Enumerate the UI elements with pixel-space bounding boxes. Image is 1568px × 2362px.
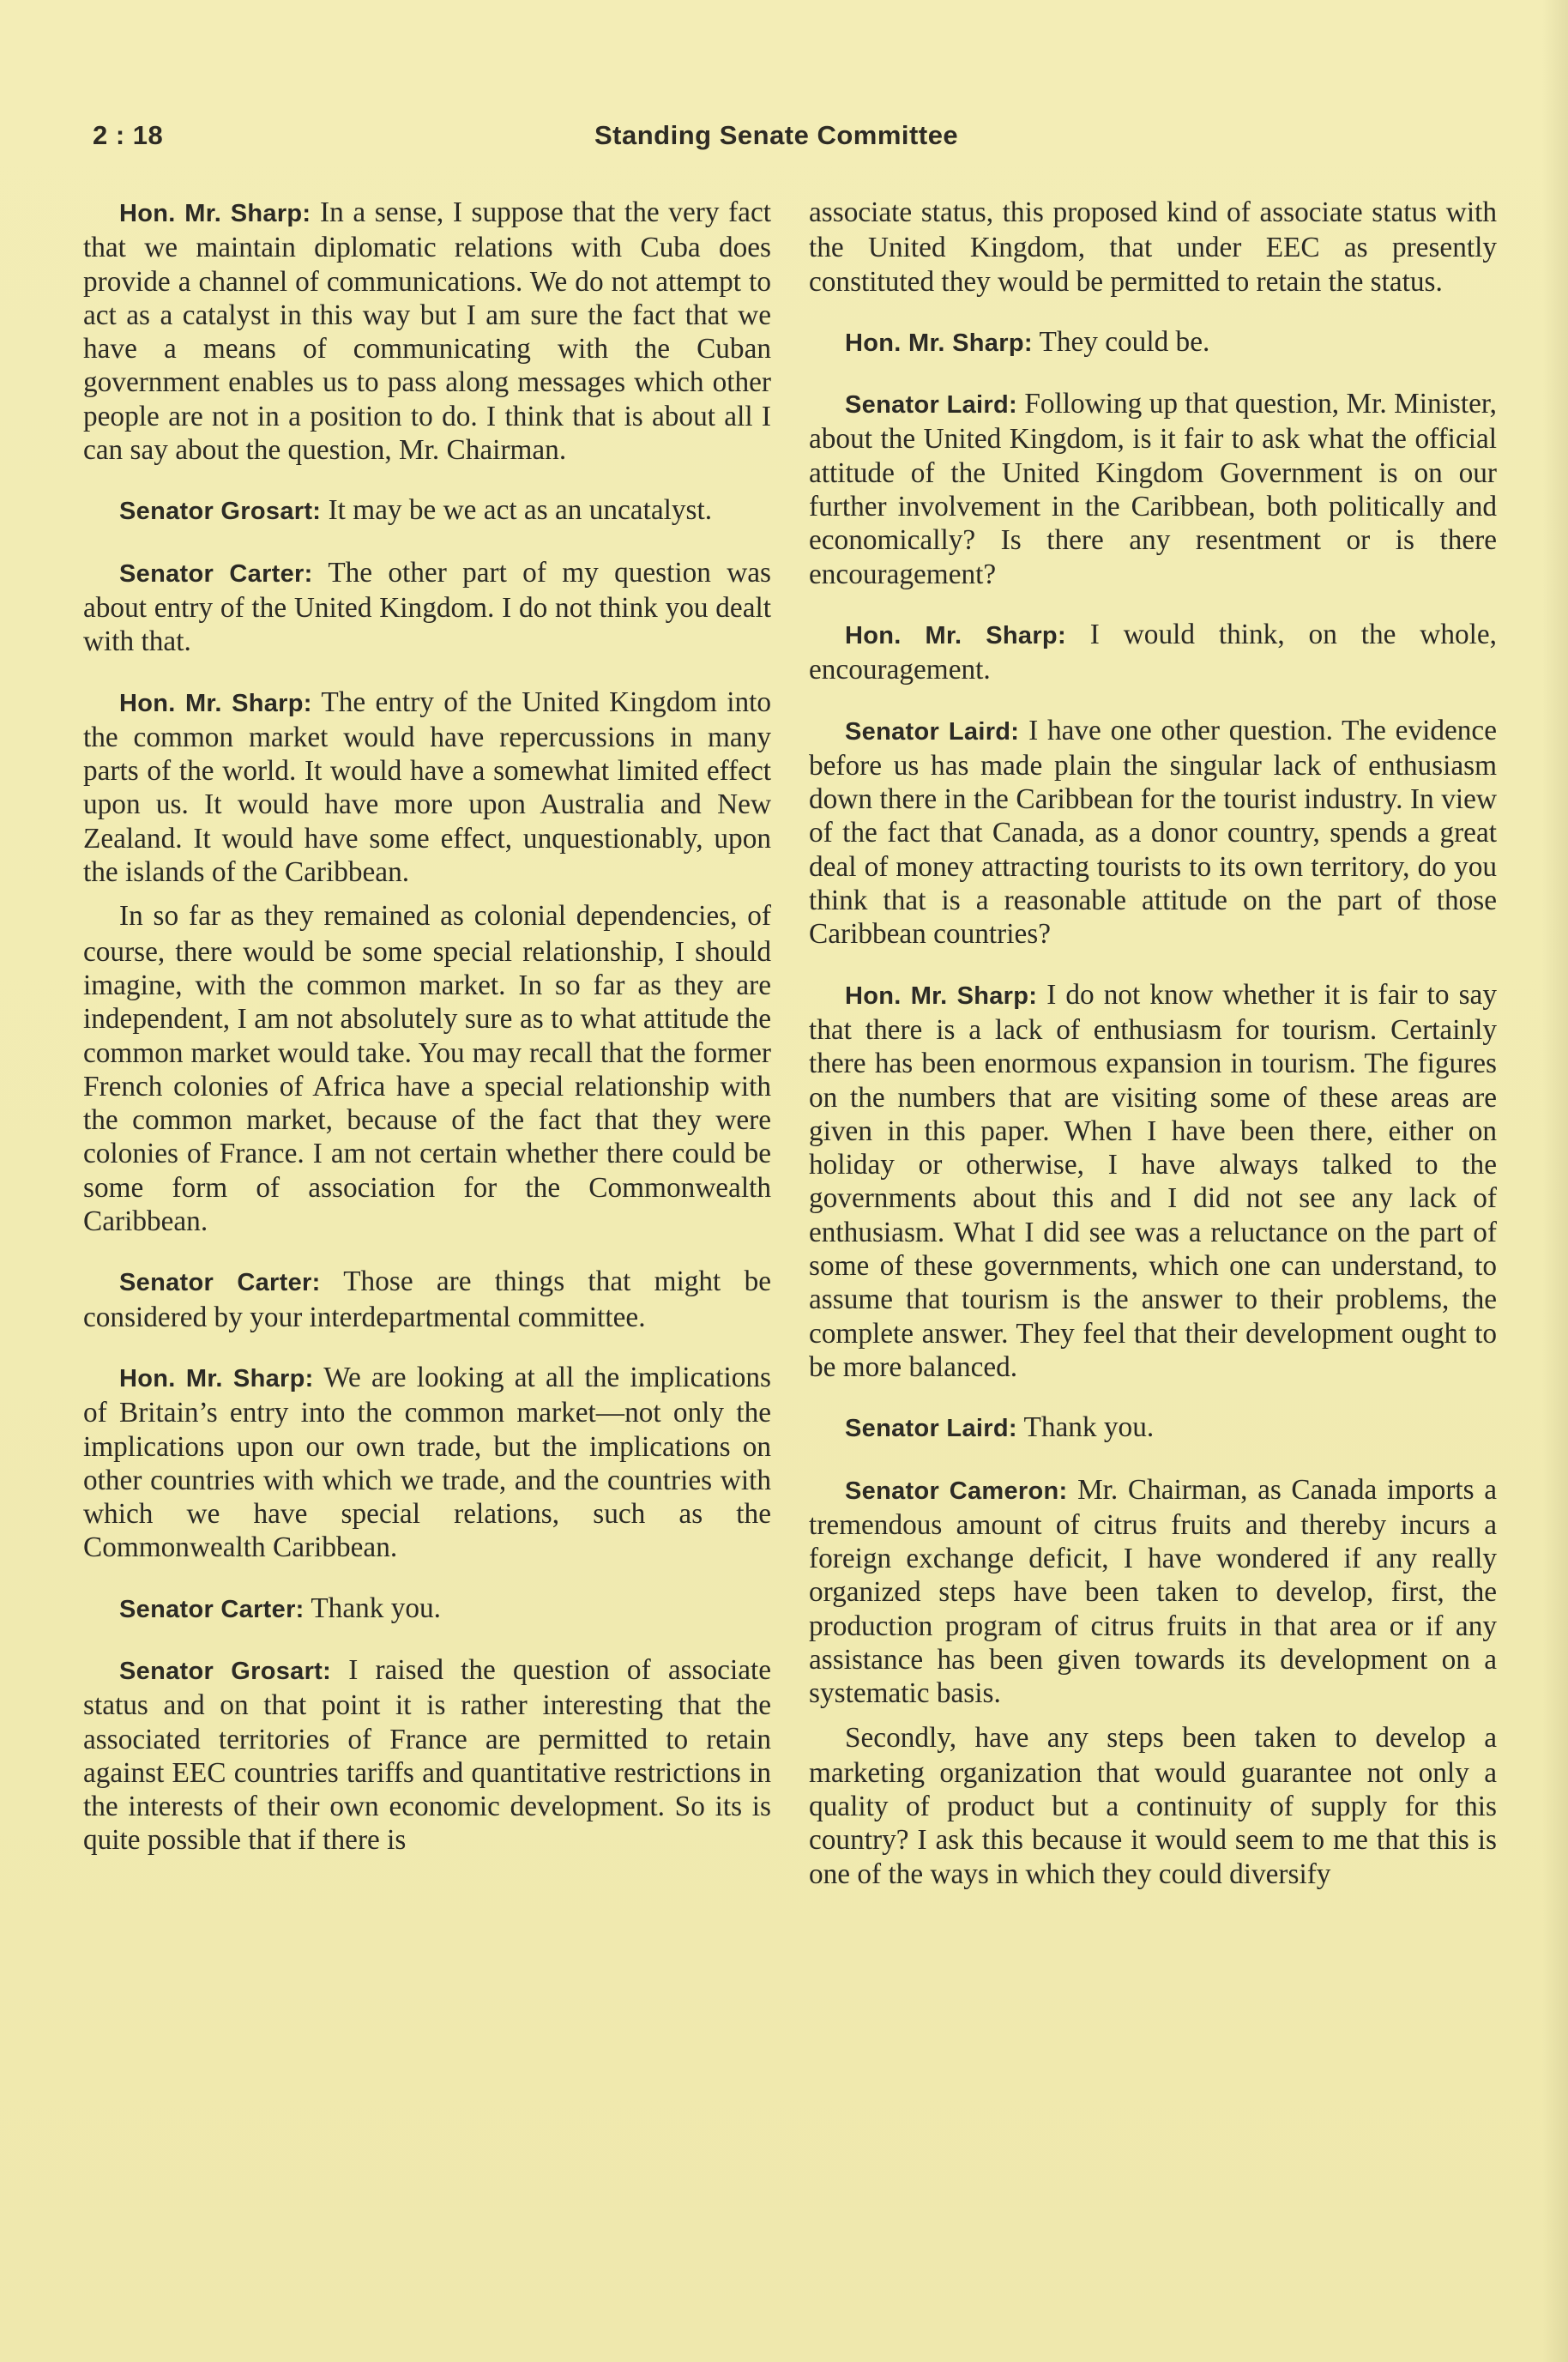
- paragraph: [809, 978, 1497, 1385]
- paragraph: [83, 1265, 771, 1334]
- speaker-name: Senator Carter:: [119, 1269, 321, 1297]
- paragraph: [83, 1592, 771, 1627]
- paragraph: [809, 1721, 1497, 1891]
- paragraph-text: Thank you.: [1016, 1411, 1155, 1444]
- speaker-name: Senator Laird:: [845, 717, 1020, 746]
- paragraph: [809, 196, 1497, 299]
- paragraph-text: I would think, on the whole, encouragement.: [809, 618, 1497, 686]
- paragraph: [83, 1361, 771, 1565]
- paragraph-text: They could be.: [1032, 325, 1210, 358]
- speaker-name: Senator Grosart:: [119, 1657, 332, 1685]
- page-edge-shadow: [1542, 0, 1568, 2362]
- left-column: [83, 196, 771, 1884]
- paragraph-text: I do not know whether it is fair to say that there is a lack of enthusiasm for tourism. Certainly there has been enormous expansion in tourism. The figures on the numbers that are visiting some of these areas are given in this paper. When I have been there, either on holiday or otherwise, I have always talked to the governments about this and I did not see any lack of enthusiasm. What I did see was a reluctance on the part of some of these governments, which one can understand, to assume that tourism is the answer to their problems, the complete answer. They feel that their development ought to be more balanced.: [809, 978, 1497, 1383]
- paragraph-text: Secondly, have any steps been taken to develop a marketing organization that would guarantee not only a quality of product but a continuity of supply for this country? I ask this because it would seem to me that this is one of the ways in which they could diversify: [809, 1721, 1497, 1890]
- paragraph: [83, 899, 771, 1238]
- right-column: [809, 196, 1497, 1918]
- paragraph-text: The entry of the United Kingdom into the common market would have repercussions in many parts of the world. It would have a somewhat limited effect upon us. It would have more upon Australia and New Zealand. It would have some effect, unquestionably, upon the islands of the Caribbean.: [83, 686, 771, 889]
- paragraph-text: Mr. Chairman, as Canada imports a tremendous amount of citrus fruits and thereby incurs a foreign exchange deficit, I have wondered if any really organized steps have been taken to develop, first, the production program of citrus fruits in that area or if any assistance has been given towards its development on a systematic basis.: [809, 1473, 1497, 1710]
- paragraph: [809, 387, 1497, 591]
- paragraph-text: The other part of my question was about entry of the United Kingdom. I do not think you dealt with that.: [83, 556, 772, 658]
- paragraph-text: associate status, this proposed kind of associate status with the United Kingdom, that under EEC as presently constituted they would be permitted to retain the status.: [809, 196, 1497, 298]
- speaker-name: Hon. Mr. Sharp:: [119, 1364, 314, 1392]
- speaker-name: Senator Carter:: [119, 1595, 305, 1623]
- paragraph: [809, 618, 1497, 687]
- paragraph: [83, 196, 771, 467]
- paragraph-text: It may be we act as an uncatalyst.: [321, 494, 713, 527]
- running-title: Standing Senate Committee: [594, 120, 959, 150]
- speaker-name: Senator Laird:: [845, 391, 1017, 420]
- paragraph-text: We are looking at all the implications of Britain’s entry into the common market—not only the implications upon our own trade, but the implications on other countries with which we trade, and the countries with which we have special relations, such as the Commonwealth Caribbean.: [83, 1361, 772, 1564]
- paragraph-text: Thank you.: [304, 1592, 442, 1624]
- speaker-name: Senator Grosart:: [119, 498, 322, 526]
- paragraph-text: Following up that question, Mr. Minister, about the United Kingdom, is it fair to ask what the official attitude of the United Kingdom Government is on our further involvement in the Caribbean, both politically and economically? Is there any resentment or is there encouragement?: [809, 388, 1497, 590]
- page-header: [93, 120, 1002, 165]
- speaker-name: Senator Cameron:: [845, 1477, 1068, 1505]
- speaker-name: Senator Carter:: [119, 559, 313, 588]
- paragraph-text: I have one other question. The evidence before us has made plain the singular lack of enthusiasm down there in the Caribbean for the tourist industry. In view of the fact that Canada, as a donor country, spends a great deal of money attracting tourists to its own territory, do you think that is a reasonable attitude on the part of those Caribbean countries?: [809, 714, 1497, 951]
- paragraph: [83, 493, 771, 529]
- paragraph: [809, 714, 1497, 951]
- paragraph: [809, 1473, 1497, 1711]
- speaker-name: Senator Laird:: [845, 1415, 1017, 1443]
- paragraph: [83, 1653, 771, 1858]
- speaker-name: Hon. Mr. Sharp:: [119, 689, 312, 717]
- page-number: 2 : 18: [93, 120, 164, 150]
- paragraph-text: In a sense, I suppose that the very fact that we maintain diplomatic relations with Cuba does provide a channel of communications. We do not attempt to act as a catalyst in this way but I am sure the fact that we have a means of communicating with the Cuban government enables us to pass along messages which other people are not in a position to do. I think that is about all I can say about the question, Mr. Chairman.: [83, 196, 771, 467]
- paragraph: [809, 1411, 1497, 1446]
- speaker-name: Hon. Mr. Sharp:: [119, 200, 311, 227]
- paragraph-text: I raised the question of associate status and on that point it is rather interesting that the associated territories of France are permitted to retain against EEC countries tariffs and quantitative restrictions in the interests of their own economic development. So its is quite possible that if there is: [83, 1653, 771, 1857]
- paragraph: [809, 325, 1497, 360]
- speaker-name: Hon. Mr. Sharp:: [845, 329, 1033, 357]
- paragraph: [83, 686, 771, 890]
- speaker-name: Hon. Mr. Sharp:: [845, 621, 1066, 649]
- speaker-name: Hon. Mr. Sharp:: [845, 982, 1038, 1010]
- paragraph-text: Those are things that might be considered by your interdepartmental committee.: [83, 1266, 771, 1333]
- paragraph-text: In so far as they remained as colonial dependencies, of course, there would be some special relationship, I should imagine, with the common market. In so far as they are independent, I am not absolutely sure as to what attitude the common market would take. You may recall that the former French colonies of Africa have a special relationship with the common market, because of the fact that they were colonies of France. I am not certain whether there could be some form of association for the Commonwealth Caribbean.: [83, 900, 771, 1238]
- paragraph: [83, 556, 771, 659]
